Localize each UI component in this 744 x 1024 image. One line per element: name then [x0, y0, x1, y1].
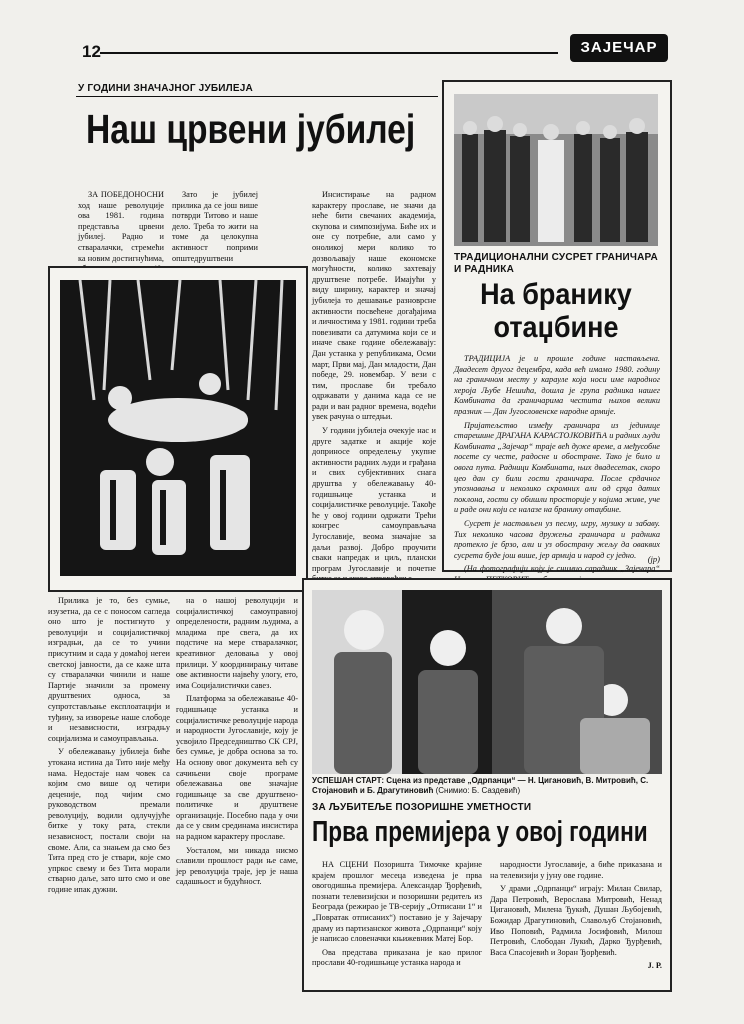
border-article-title: На бранику отаџбине — [480, 278, 632, 344]
main-article-col-3: Инсистирање на радном карактеру прославе, не значи да неће бити свечаних академија, скупова и симпозијума. Биће их и оне су потребне, али само у оноликој мери колико то дозвољавају наше економске могућности, колико захтевају друштвене потребе. Имајући у виду ширину, карактер и значај јубилеја то дешавање разноврсне активности посвећене догађајима и личностима у 1981. години треба повезивати са датумима који се и иначе сваке године обележавају: Дан устанка у републикама, Осми март, Први мај, Дан младости, Дан победе, 29. новембар. У вези с тим, прославе би требало одржавати у данима када се не ради и ван радног времена, водећи увек рачуна о штедњи. У години јубилеја очекује нас и друге задатке и акције које доприносе определењу укупне активности радних људи и грађана и свих субјективних снага друштва у обележавању 40-годишњице устанка и социјалистичке револуције. Такође ће у овој години одржати Трећи конгрес самоуправљача Југославије, веома значајне за даљи развој. Добро проучити сваки напредак и циљ, плански програм Југославије и почетне — [312, 190, 436, 573]
group-photo-icon — [454, 94, 658, 246]
main-article-kicker: У ГОДИНИ ЗНАЧАЈНОГ ЈУБИЛЕЈА — [78, 83, 253, 94]
theater-scene-photo — [312, 590, 662, 774]
main-article-col-1: ЗА ПОБЕДОНОСНИ ход наше револуције ова 1981. година представља црвени јубилеј. Радно и стваралачки, стремећи ка новим достигнућима, — [78, 190, 164, 263]
theater-scene-icon — [312, 590, 662, 774]
theater-article-signature: Ј. Р. — [647, 961, 662, 971]
page-number: 12 — [82, 42, 101, 61]
theater-article-title: Прва премијера у овој години — [312, 816, 648, 848]
border-article-body: ТРАДИЦИЈА је и прошле године настављена. Двадесет другог децембра, када већ имамо 1980. годину на граничном месту у карауле која носи име народног хероја Љубе Нешића, дошла је група радника нашег Комбината да граничарима честита њихов велики празник — Дан Југословенске народне армије. Пријатељство између граничара из јединице старешине ДРАГАНА КАРАСТОЈКОВИЋА и радних људи Комбината „Зајечар“ траје већ дуже време, а међусобне посете су честе, радосне и обостране. Тако је било и овога пута. Радници Комбината, њих двадесетак, скоро цео дан су били гости граничара. После срдачног упознавања и неколико скромних али од срца датих поклона, гости су обишли просторије у којима живе, уче и раде они који се налазе на бранику отаџбине. Сусрет је настављен уз песму, игру, музику и забаву. Тих неколико часова дружења граничара и радника протекло је брзо, али и уз обострану жељу да оваквих сусрета буде још више, јер армија и народ су једно. (На фотографији коју је снимио сарадник „Зајечара“ — [454, 354, 660, 574]
main-article-col-2: Зато је јубилеј прилика да се још више потврди Титово и наше дело. Треба то жити на томе да целокупна активност поприми општедруштвени — [172, 190, 258, 263]
partisans-woodcut-icon — [60, 280, 296, 576]
theater-article-col-2: народности Југославије, а биће приказана и на телевизији у јуну ове године. У драми „Одрпанци“ играју: Милан Свилар, Дара Петровић, Верослава Митровић, Ненад Цигановић, Милена Ђукић, Душан Љубојевић, Божидар Драгутиновић, Славољуб Стојановић, Иво Поповић, Радмила Јосифовић, Милош Петровић, Слободан Лукић, Дарко Ђурђевић, Васа Спасојевић и Зоран Ђорђевић. Ј. Р. — [490, 860, 662, 971]
border-article-signature: (јр) — [647, 554, 660, 564]
kicker-rule — [76, 96, 438, 97]
masthead-logo: ЗАЈЕЧАР — [570, 34, 668, 62]
header-rule — [100, 52, 558, 54]
woodcut-illustration — [60, 280, 296, 576]
border-article-kicker: ТРАДИЦИОНАЛНИ СУСРЕТ ГРАНИЧАРА И РАДНИКА — [454, 252, 658, 275]
main-article-title: Наш црвени јубилеј — [86, 106, 416, 152]
guards-workers-photo — [454, 94, 658, 246]
illustration-frame — [48, 266, 308, 592]
theater-photo-credit: (Снимио: Б. Саздевић) — [435, 786, 521, 795]
theater-article-kicker: ЗА ЉУБИТЕЉЕ ПОЗОРИШНЕ УМЕТНОСТИ — [312, 802, 532, 813]
main-article-lower-col-2: на о нашој револуцији и социјалистичкој самоуправној определености, радним људима, а младима пре свега, да их подстиче на мере стваралачког, креативног деловања у овој прилици. У координирању читаве ове активности највећу улогу, ето, има Социјалистички савез. Платформа за обележавање 40-годишњице устанка и социјалистичке револуције народа и народности Југославије, коју је усвојило Председништво СК СРЈ, без сумње, је добра основа за то. На основу овог документа већ су сачињени своје програме обележавања ове значајне годишњице за све друштвено-политичке и друштвене организације. Посебно пада у очи да се у свим срединама инсистира на радном карактеру прославе. Уосталом, ми никада нисмо славили прошлост ради ње саме, јер револуција траје, јер је наша садашњост и будућност. — [176, 596, 298, 887]
theater-photo-caption: УСПЕШАН СТАРТ: Сцена из представе „Одрпанци“ — Н. Цигановић, В. Митровић, С. Стојановић и Б. Драгутиновић (Снимио: Б. Саздевић) — [312, 776, 649, 795]
main-article-lower-col-1: Прилика је то, без сумње, изузетна, да се с поносом сагледа оно што је постигнуто у револуцији и социјалистичкој изградњи, да се то учини присутним и сада у домаћој негеи светској јавности, да се каже шта су стваралачки чинили и наше Партије значили за промену друштвених односа, за супротстављање експлоатацији и туђину, за изворење наше слободе и независности, изградњу социјализма и самоуправљања. У обележавању јубилеја биће утокана истина да Тито није међу нама. Недостаје нам човек са којим смо више од четири деценије, под чијим смо руководством премали револуцију, водили одлучујуће битке у току рата, стекли независност, постали своји на своме. Али, са знањем да смо без Тита пред сто је ствари, које смо упркос свему и без Тита морали стварно даље, зато што смо и ове године ипак дужни. — [48, 596, 170, 895]
border-article-box — [442, 80, 672, 572]
theater-article-box — [302, 578, 672, 992]
theater-article-col-1: НА СЦЕНИ Позоришта Тимочке крајине крајем прошлог месеца изведена је прва овогодишња премијера. Александар Ђорђевић, познати телевизијски и позоришни редитељ из Београда (режирао је ТВ-серију „Отписани 1“ и „Повратак отписаних“) поставио је у Зајечару драму из партизанског живота „Одрпанци“ коју је написао словеначки књижевник Матеј Бор. Ова представа приказана је као прилог прослави 40-годишњице устанка народа и — [312, 860, 482, 968]
